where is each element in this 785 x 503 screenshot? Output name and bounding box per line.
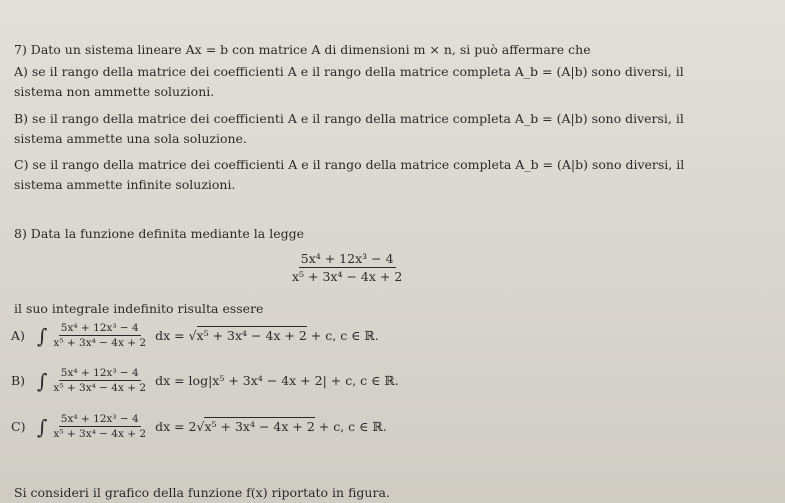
answer-rhs	[155, 419, 387, 434]
integrand-fraction	[51, 367, 148, 394]
answer-rhs: dx = log|x⁵ + 3x⁴ − 4x + 2| + c, c ∈ ℝ.	[155, 373, 399, 388]
q7-option-b-line1: B) se il rango della matrice dei coefficienti A e il rango della matrice completa A_b = (A|b) sono diversi, il	[14, 111, 684, 126]
q8-intro: il suo integrale indefinito risulta essere	[14, 301, 264, 316]
integrand-denominator: x⁵ + 3x⁴ − 4x + 2	[53, 428, 147, 440]
q8-answer-b	[11, 367, 399, 394]
answer-label: C)	[11, 419, 26, 434]
integrand-denominator: x⁵ + 3x⁴ − 4x + 2	[53, 337, 147, 349]
rhs-suffix: + c, c ∈ ℝ.	[314, 419, 387, 434]
q7-option-c-line2: sistema ammette infinite soluzioni.	[14, 177, 236, 192]
sqrt-icon: √	[188, 328, 197, 343]
answer-label: A)	[11, 328, 25, 343]
q8-answer-c	[11, 413, 387, 440]
q8-answer-a	[11, 322, 379, 349]
rhs-prefix: dx = 2	[155, 419, 197, 434]
integrand-denominator: x⁵ + 3x⁴ − 4x + 2	[53, 382, 147, 394]
q7-option-b-line2: sistema ammette una sola soluzione.	[14, 131, 247, 146]
rhs-radicand: x⁵ + 3x⁴ − 4x + 2	[196, 328, 307, 343]
integrand-numerator: 5x⁴ + 12x³ − 4	[60, 413, 139, 425]
integrand-numerator: 5x⁴ + 12x³ − 4	[60, 322, 139, 334]
q7-option-a-line2: sistema non ammette soluzioni.	[14, 84, 215, 99]
q8-stem: 8) Data la funzione definita mediante la legge	[14, 226, 305, 241]
q8-denominator: x⁵ + 3x⁴ − 4x + 2	[292, 269, 403, 284]
rhs-suffix: + c, c ∈ ℝ.	[306, 328, 379, 343]
integral-sign: ∫	[37, 414, 48, 439]
sqrt-icon: √	[196, 419, 205, 434]
q7-option-c-line1: C) se il rango della matrice dei coefficienti A e il rango della matrice completa A_b = (A|b) sono diversi, il	[14, 157, 685, 172]
integrand-numerator: 5x⁴ + 12x³ − 4	[60, 367, 139, 379]
integral-sign: ∫	[37, 368, 48, 393]
q7-option-a-line1: A) se il rango della matrice dei coefficienti A e il rango della matrice completa A_b = (A|b) sono diversi, il	[14, 64, 684, 79]
rhs-prefix: dx =	[155, 328, 189, 343]
q8-function-fraction	[290, 251, 404, 284]
footer-text: Si consideri il grafico della funzione f(x) riportato in figura.	[14, 485, 390, 500]
integrand-fraction	[51, 322, 148, 349]
q7-stem: 7) Dato un sistema lineare Ax = b con matrice A di dimensioni m × n, si può affermare che	[14, 42, 591, 57]
rhs-radicand: x⁵ + 3x⁴ − 4x + 2	[204, 419, 315, 434]
answer-rhs	[155, 328, 379, 343]
integral-sign: ∫	[37, 323, 48, 348]
q8-numerator: 5x⁴ + 12x³ − 4	[300, 251, 394, 266]
answer-label: B)	[11, 373, 26, 388]
integrand-fraction	[51, 413, 148, 440]
